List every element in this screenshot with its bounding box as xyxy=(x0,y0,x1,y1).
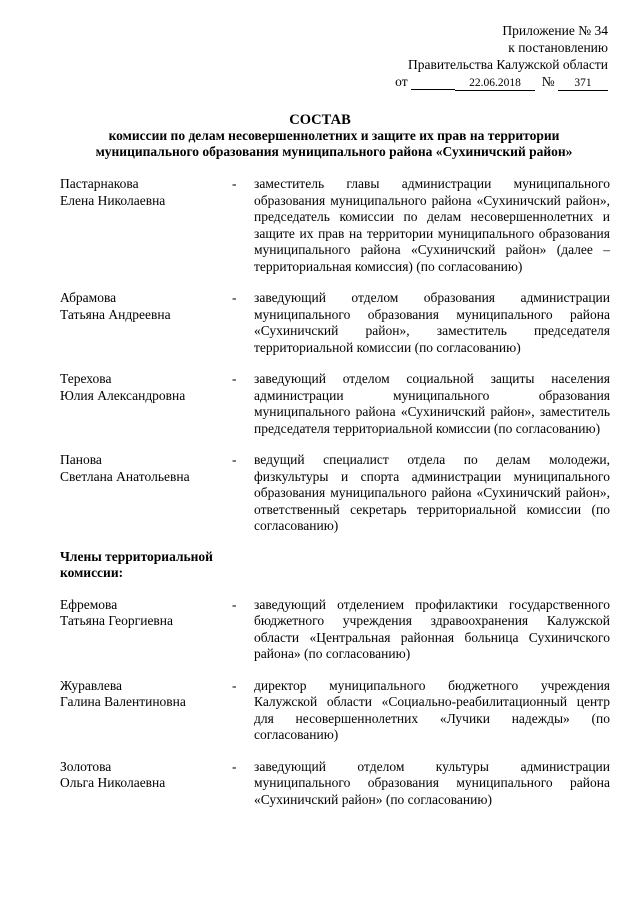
members-list xyxy=(60,176,612,808)
member-surname: Панова xyxy=(60,452,102,467)
appendix-reference: к постановлению xyxy=(508,40,608,55)
member-dash: - xyxy=(232,596,237,612)
date-prefix: от xyxy=(395,74,408,89)
member-given-names: Елена Николаевна xyxy=(60,192,166,208)
member-role: ведущий специалист отдела по делам молодежи, физкультуры и спорта администрации муниципального образования муниципального района «Сухиничский район», ответственный секретарь территориальной комиссии (по согласованию) xyxy=(254,452,610,533)
member-name xyxy=(60,290,230,356)
appendix-number: Приложение № 34 xyxy=(502,23,608,38)
member-role: заведующий отделом социальной защиты населения администрации муниципального образования муниципального района «Сухиничский район», заместитель председателя территориальной комиссии (по согласованию) xyxy=(254,371,610,436)
member-row xyxy=(60,176,612,275)
member-row xyxy=(60,678,612,744)
section-heading-line: Члены территориальной xyxy=(60,548,213,564)
member-given-names: Юлия Александровна xyxy=(60,387,186,403)
member-dash: - xyxy=(232,758,237,774)
member-row xyxy=(60,759,612,809)
member-role: директор муниципального бюджетного учреждения Калужской области «Социально-реабилитационный центр для несовершеннолетних «Лучики надежды» (по согласованию) xyxy=(254,677,610,742)
member-name xyxy=(60,678,230,744)
member-given-names: Татьяна Георгиевна xyxy=(60,613,174,628)
member-row xyxy=(60,371,612,437)
section-heading-members xyxy=(60,549,230,582)
member-name xyxy=(60,759,230,809)
member-dash: - xyxy=(232,290,237,305)
member-surname: Ефремова xyxy=(60,596,118,612)
member-name xyxy=(60,176,230,275)
appendix-authority: Правительства Калужской области xyxy=(407,57,608,72)
member-name xyxy=(60,597,230,663)
member-dash: - xyxy=(232,452,237,467)
member-role: заведующий отделением профилактики государственного бюджетного учреждения здравоохранения Калужской области «Центральная районная больница Сухиничского района» (по согласованию) xyxy=(254,596,610,661)
document-title: СОСТАВ xyxy=(289,112,351,128)
member-given-names: Татьяна Андреевна xyxy=(60,306,171,322)
member-surname: Пастарнакова xyxy=(60,176,139,191)
member-surname: Журавлева xyxy=(60,677,123,693)
member-surname: Терехова xyxy=(60,371,112,386)
decree-date: 22.06.2018 xyxy=(455,76,535,91)
number-sign: № xyxy=(541,74,555,89)
member-row xyxy=(60,452,612,535)
document-subtitle: комиссии по делам несовершеннолетних и защите их прав на территории муниципального образования муниципального района «Сухиничский район» xyxy=(95,128,573,159)
date-blank xyxy=(411,75,455,90)
member-given-names: Ольга Николаевна xyxy=(60,775,166,790)
section-heading-line: комиссии: xyxy=(60,565,124,580)
member-surname: Абрамова xyxy=(60,290,117,305)
member-role: заведующий отделом культуры администрации муниципального образования муниципального района «Сухиничский район» (по согласованию) xyxy=(254,758,610,807)
appendix-date-line xyxy=(395,73,608,91)
member-dash: - xyxy=(232,176,237,191)
member-given-names: Галина Валентиновна xyxy=(60,694,186,709)
member-name xyxy=(60,371,230,437)
member-role: заместитель главы администрации муниципального образования муниципального района «Сухиничский район», председатель комиссии по делам несовершеннолетних и защите их прав на территории муниципального образования муниципального района «Сухиничский район» (далее – территориальная комиссия) (по согласованию) xyxy=(254,176,610,274)
member-row xyxy=(60,290,612,356)
member-role: заведующий отделом образования администрации муниципального образования муниципального района «Сухиничский район», заместитель председателя территориальной комиссии (по согласованию) xyxy=(254,290,610,355)
member-name xyxy=(60,452,230,535)
member-row xyxy=(60,597,612,663)
member-dash: - xyxy=(232,677,237,693)
member-surname: Золотова xyxy=(60,758,112,774)
appendix-header xyxy=(395,22,608,91)
member-given-names: Светлана Анатольевна xyxy=(60,468,190,484)
decree-number: 371 xyxy=(558,76,608,91)
member-dash: - xyxy=(232,371,237,386)
